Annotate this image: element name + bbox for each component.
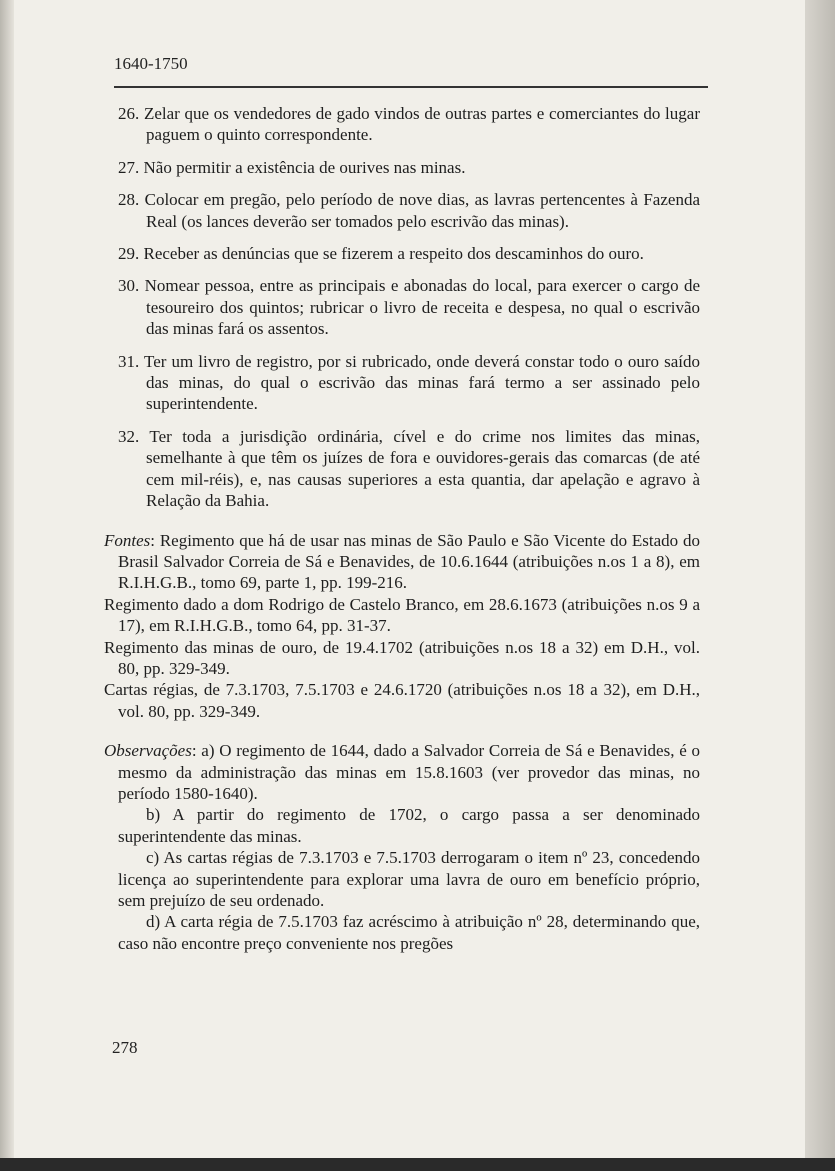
list-item: 31. Ter um livro de registro, por si rubricado, onde deverá constar todo o ouro saído das minas, do qual o escrivão das minas fará termo a ser assinado pelo superintendente. — [118, 351, 700, 414]
source-line: Fontes: Regimento que há de usar nas minas de São Paulo e São Vicente do Estado do Brasil Salvador Correia de Sá e Benavides, de 10.6.1644 (atribuições n.os 1 a 8), em R.I.H.G.B., tomo 69, parte 1, pp. 199-216. — [104, 530, 700, 593]
observation-item: c) As cartas régias de 7.3.1703 e 7.5.1703 derrogaram o item nº 23, concedendo licença ao superintendente para explorar uma lavra de ouro em benefício próprio, sem prejuízo de seu ordenado. — [118, 848, 700, 910]
page-body — [104, 103, 700, 954]
header-title: 1640-1750 — [114, 54, 188, 73]
observation-item: d) A carta régia de 7.5.1703 faz acréscimo à atribuição nº 28, determinando que, caso não encontre preço conveniente nos pregões — [118, 912, 700, 953]
page-gutter-shadow — [0, 0, 14, 1158]
list-item: 30. Nomear pessoa, entre as principais e abonadas do local, para exercer o cargo de tesoureiro dos quintos; rubricar o livro de receita e despesa, no qual o escrivão das minas fará os assentos. — [118, 276, 701, 339]
sources-section — [104, 530, 700, 723]
running-header — [114, 52, 708, 88]
scan-bottom-edge — [0, 1158, 835, 1171]
sources-label: Fontes — [104, 530, 151, 550]
list-item: 28. Colocar em pregão, pelo período de nove dias, as lavras pertencentes à Fazenda Real (os lances deverão ser tomados pelo escrivão das minas). — [118, 190, 700, 231]
source-line: Regimento dado a dom Rodrigo de Castelo Branco, em 28.6.1673 (atribuições n.os 9 a 17), em R.I.H.G.B., tomo 64, pp. 31-37. — [104, 594, 700, 636]
list-item: 32. Ter toda a jurisdição ordinária, cível e do crime nos limites das minas, semelhante à que têm os juízes de fora e ouvidores-gerais das comarcas (de até cem mil-réis), e, nas causas superiores a esta quantia, dar apelação e agravo à Relação da Bahia. — [118, 426, 700, 511]
list-item: 27. Não permitir a existência de ourives nas minas. — [118, 157, 466, 177]
attribution-list — [104, 103, 700, 512]
scan-right-edge — [805, 0, 835, 1171]
observation-item: Observações: a) O regimento de 1644, dado a Salvador Correia de Sá e Benavides, é o mesmo da administração das minas em 15.8.1603 (ver provedor das minas, no período 1580-1640). — [104, 741, 700, 803]
observations-label: Observações — [104, 741, 192, 761]
source-line: Regimento das minas de ouro, de 19.4.1702 (atribuições n.os 18 a 32) em D.H., vol. 80, pp. 329-349. — [104, 637, 700, 678]
list-item: 29. Receber as denúncias que se fizerem a respeito dos descaminhos do ouro. — [118, 244, 644, 264]
observations-section — [104, 740, 700, 954]
source-line: Cartas régias, de 7.3.1703, 7.5.1703 e 24.6.1720 (atribuições n.os 18 a 32), em D.H., vol. 80, pp. 329-349. — [104, 680, 700, 721]
page-number: 278 — [112, 1038, 138, 1057]
list-item: 26. Zelar que os vendedores de gado vindos de outras partes e comerciantes do lugar paguem o quinto correspondente. — [118, 104, 700, 145]
observation-item: b) A partir do regimento de 1702, o cargo passa a ser denominado superintendente das minas. — [118, 805, 700, 846]
